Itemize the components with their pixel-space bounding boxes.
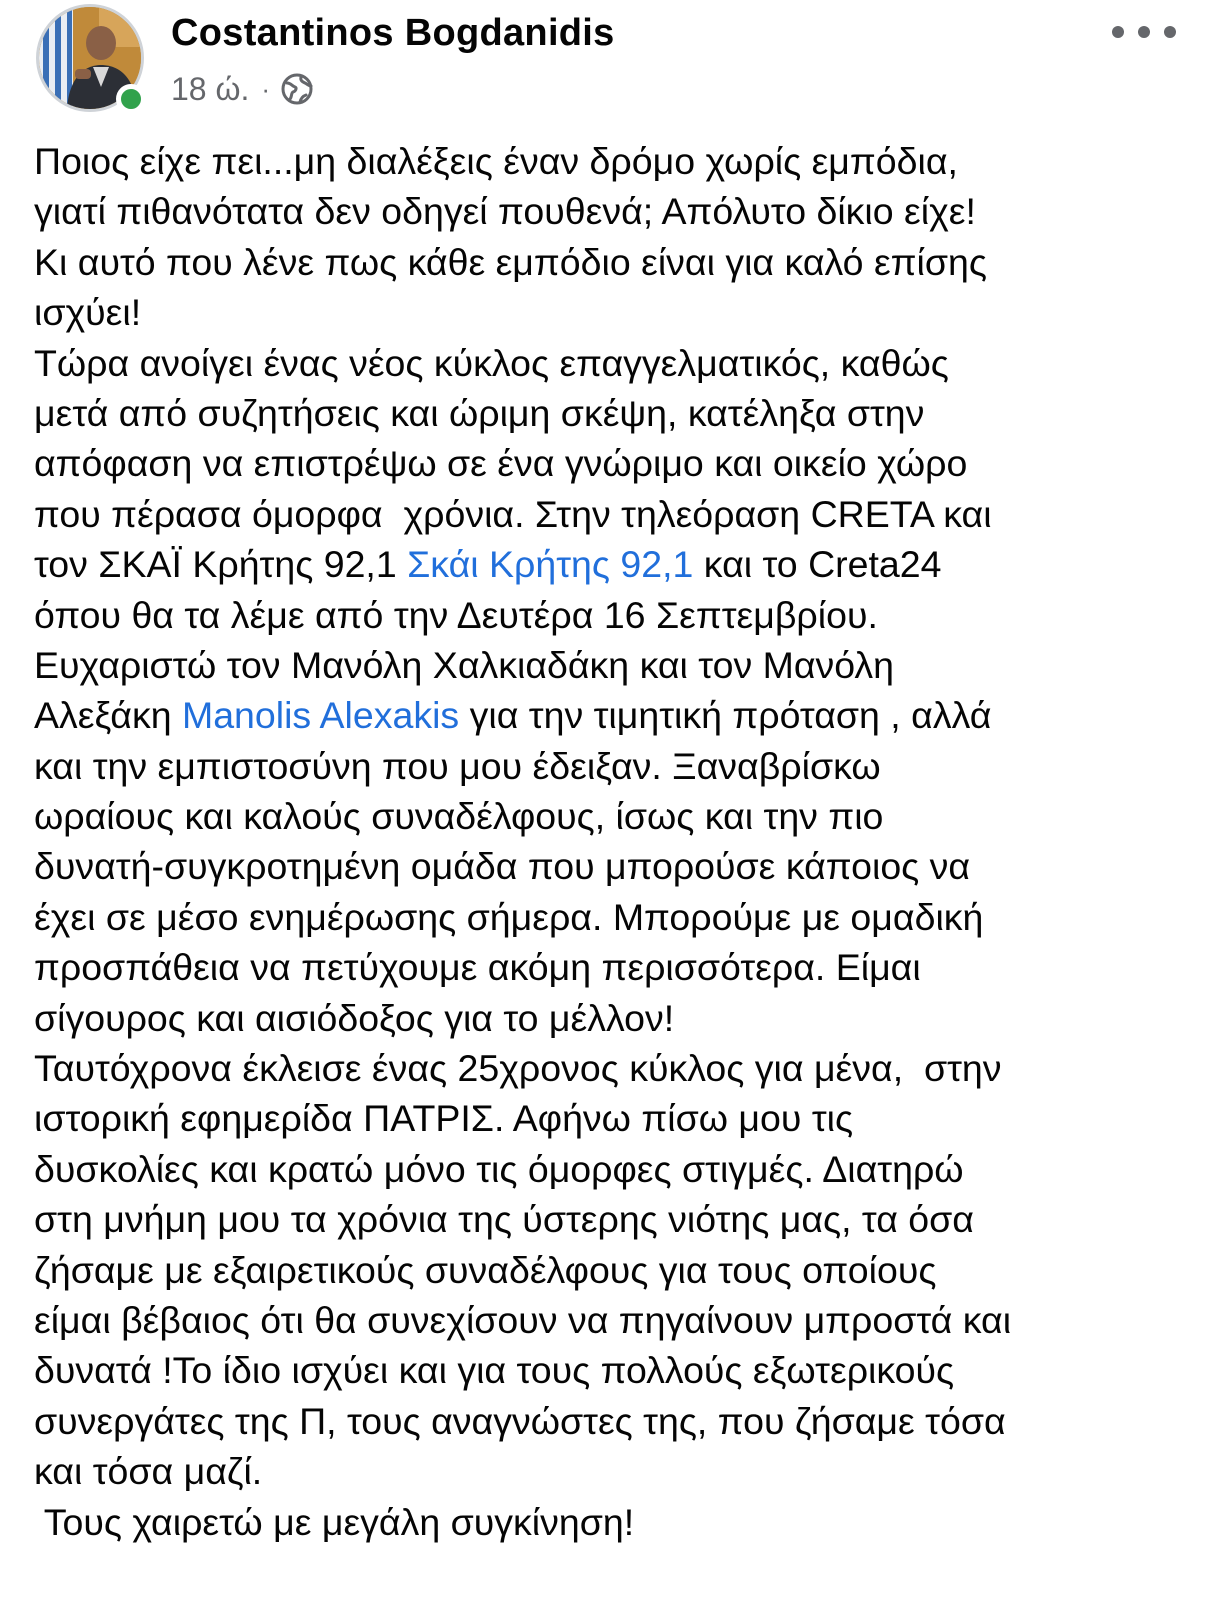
more-dot [1112, 26, 1124, 38]
post-meta [171, 68, 314, 110]
post-text-line: και τόσα μαζί. [34, 1450, 263, 1493]
post-text-line: προσπάθεια να πετύχουμε ακόμη περισσότερα. Είμαι [34, 946, 921, 989]
online-status-indicator [116, 84, 146, 114]
globe-icon[interactable] [280, 72, 314, 106]
post-text-line: Κι αυτό που λένε πως κάθε εμπόδιο είναι για καλό επίσης [34, 240, 987, 283]
post-text-line: έχει σε μέσο ενημέρωσης σήμερα. Μπορούμε με ομαδική [34, 895, 984, 938]
post-timestamp[interactable]: 18 ώ. [171, 70, 250, 107]
manolis-alexakis-profile-link[interactable]: Manolis Alexakis [181, 694, 460, 737]
post-text-line [34, 539, 1209, 589]
post-body-text [34, 136, 1209, 1547]
skai-kritis-page-link[interactable]: Σκάι Κρήτης 92,1 [407, 543, 694, 586]
post-text-line: ισχύει! [34, 291, 142, 334]
post-text-line: ζήσαμε με εξαιρετικούς συναδέλφους για τους οποίους [34, 1248, 937, 1291]
post-text-line: δυσκολίες και κρατώ μόνο τις όμορφες στιγμές. Διατηρώ [34, 1147, 964, 1190]
post-text-segment: τον ΣΚΑΪ Κρήτης 92,1 [34, 543, 408, 586]
post-text-line: Τους χαιρετώ με μεγάλη συγκίνηση! [34, 1500, 635, 1543]
post-text-line: συνεργάτες της Π, τους αναγνώστες της, που ζήσαμε τόσα [34, 1399, 1006, 1442]
post-text-segment: και το Creta24 [693, 543, 942, 586]
post-text-segment: Αλεξάκη [34, 694, 182, 737]
post-text-line: είμαι βέβαιος ότι θα συνεχίσουν να πηγαίνουν μπροστά και [34, 1298, 1012, 1341]
more-dot [1138, 26, 1150, 38]
post-text-line: Ποιος είχε πει...μη διαλέξεις έναν δρόμο χωρίς εμπόδια, [34, 140, 958, 182]
post-text-line: δυνατά !Το ίδιο ισχύει και για τους πολλούς εξωτερικούς [34, 1349, 955, 1392]
more-dot [1164, 26, 1176, 38]
meta-separator: · [261, 73, 271, 104]
post-text-line: Ταυτόχρονα έκλεισε ένας 25χρονος κύκλος για μένα, στην [34, 1047, 1002, 1090]
post-text-line: σίγουρος και αισιόδοξος για το μέλλον! [34, 996, 675, 1039]
post-text-line: Ευχαριστώ τον Μανόλη Χαλκιαδάκη και τον Μανόλη [34, 643, 895, 686]
post-text-line: ιστορική εφημερίδα ΠΑΤΡΙΣ. Αφήνω πίσω μου τις [34, 1097, 854, 1140]
post-text-line: απόφαση να επιστρέψω σε ένα γνώριμο και οικείο χώρο [34, 442, 968, 485]
post-text-line: όπου θα τα λέμε από την Δευτέρα 16 Σεπτεμβρίου. [34, 593, 878, 636]
post-text-line: γιατί πιθανότατα δεν οδηγεί πουθενά; Απόλυτο δίκιο είχε! [34, 190, 976, 233]
post-text-line: στη μνήμη μου τα χρόνια της ύστερης νιότης μας, τα όσα [34, 1198, 974, 1241]
post-text-line: που πέρασα όμορφα χρόνια. Στην τηλεόραση CRETA και [34, 492, 992, 535]
post-text-line: Τώρα ανοίγει ένας νέος κύκλος επαγγελματικός, καθώς [34, 341, 949, 384]
post-text-line: και την εμπιστοσύνη που μου έδειξαν. Ξαναβρίσκω [34, 744, 881, 787]
post-text-line: ωραίους και καλούς συναδέλφους, ίσως και την πιο [34, 795, 884, 838]
avatar[interactable] [36, 4, 144, 112]
post-text-segment: για την τιμητική πρόταση , αλλά [459, 694, 992, 737]
post-text-line: μετά από συζητήσεις και ώριμη σκέψη, κατέληξα στην [34, 391, 925, 434]
post-text-line [34, 690, 1209, 740]
more-options-icon[interactable] [1112, 12, 1176, 52]
author-name[interactable]: Costantinos Bogdanidis [171, 12, 615, 54]
post-text-line: δυνατή-συγκροτημένη ομάδα που μπορούσε κάποιος να [34, 845, 971, 888]
